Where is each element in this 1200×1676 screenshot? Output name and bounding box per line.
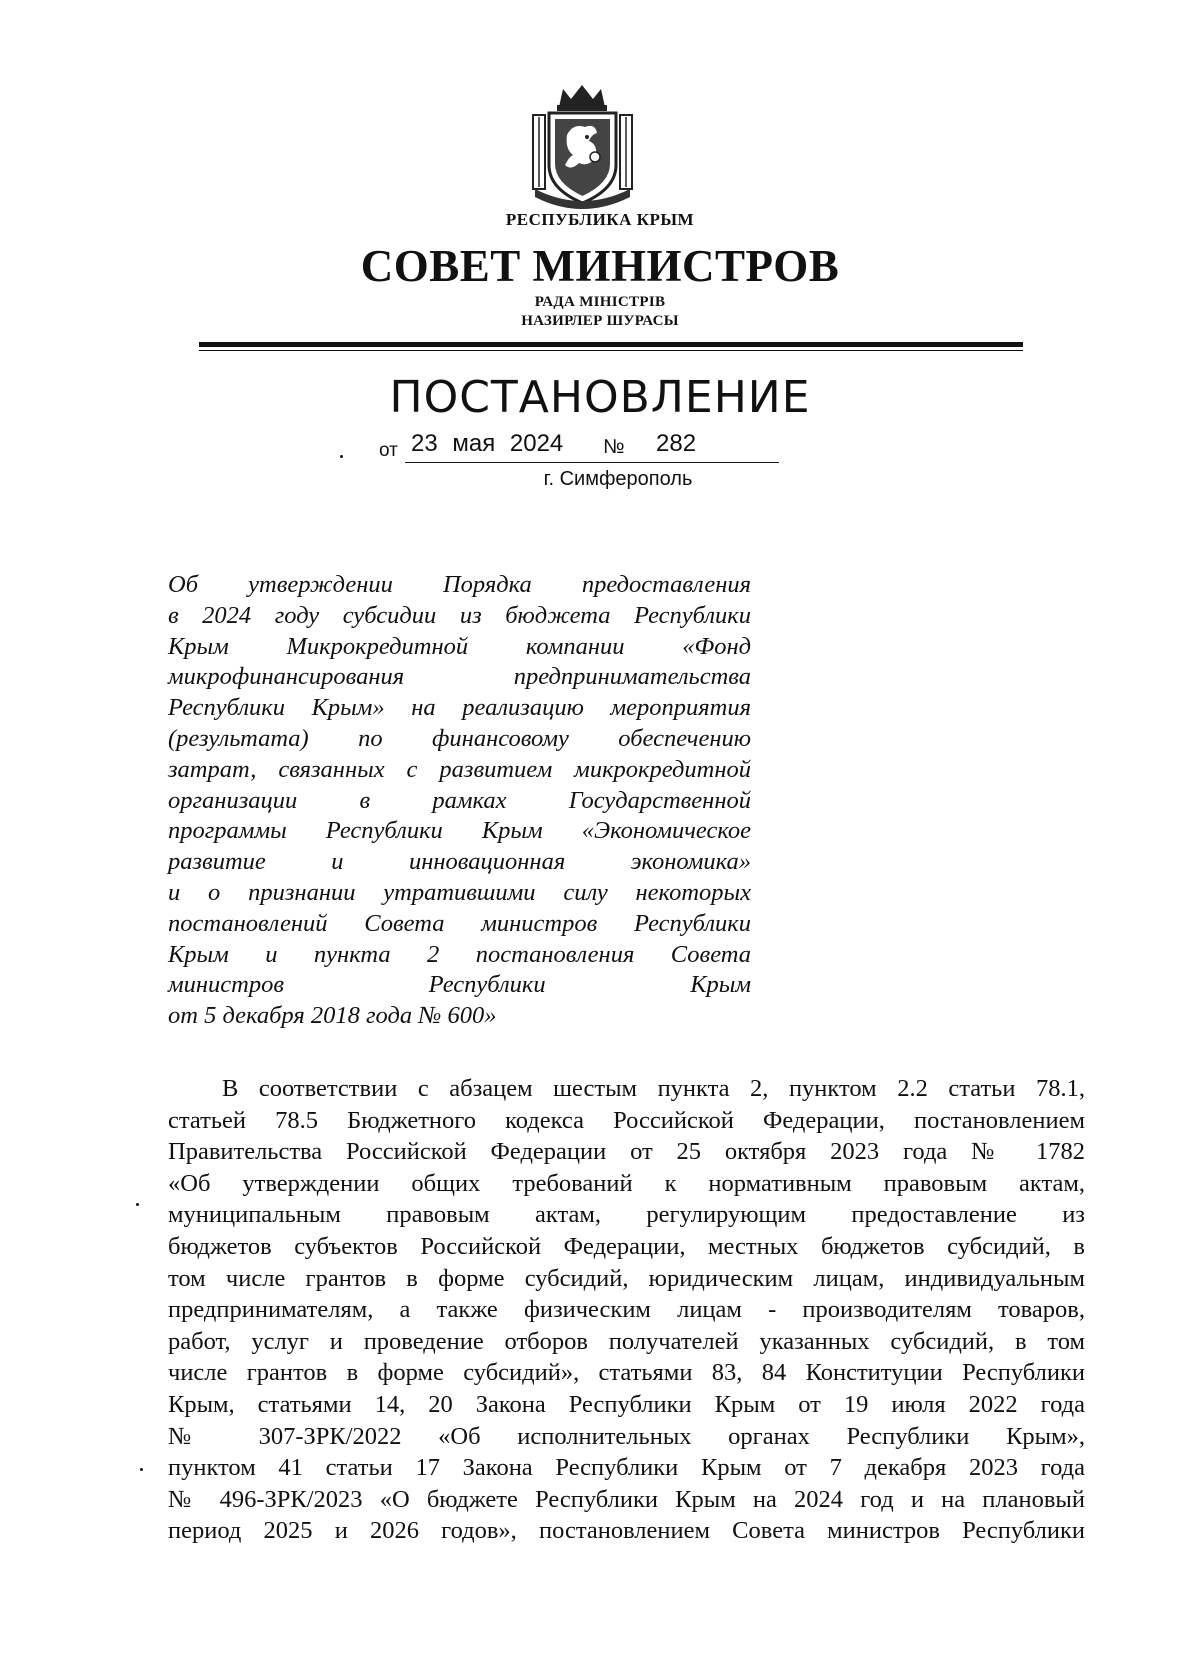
subject-line: Об утверждении Порядка предоставления <box>168 571 751 598</box>
body-line: статьей 78.5 Бюджетного кодекса Российской Федерации, постановлением <box>168 1106 1085 1134</box>
body-line: период 2025 и 2026 годов», постановлением Совета министров Республики <box>168 1517 1085 1545</box>
body-line: Правительства Российской Федерации от 25 октября 2023 года № 1782 <box>168 1138 1085 1166</box>
subject-line: в 2024 году субсидии из бюджета Республики <box>168 601 751 629</box>
decree-number: 282 <box>656 430 697 457</box>
body-line: № 307-ЗРК/2022 «Об исполнительных органах Республики Крым», <box>168 1422 1085 1450</box>
number-sign: № <box>603 436 625 458</box>
subject-line: министров Республики Крым <box>168 971 751 999</box>
subject-line: от 5 декабря 2018 года № 600» <box>168 1002 497 1030</box>
body-line: муниципальным правовым актам, регулирующим предоставление из <box>168 1201 1085 1229</box>
header-divider-thin <box>199 350 1023 351</box>
scan-speck <box>340 455 343 458</box>
council-name: СОВЕТ МИНИСТРОВ <box>360 241 840 291</box>
body-line: Крым, статьями 14, 20 Закона Республики Крым от 19 июля 2022 года <box>168 1390 1085 1418</box>
body-line: работ, услуг и проведение отборов получателей указанных субсидий, в том <box>168 1327 1085 1355</box>
body-line: пунктом 41 статьи 17 Закона Республики Крым от 7 декабря 2023 года <box>168 1454 1085 1482</box>
subject-line: организации в рамках Государственной <box>168 786 751 814</box>
date-underline <box>405 462 779 463</box>
subject-line: постановлений Совета министров Республики <box>168 909 751 937</box>
subject-line: Крым и пункта 2 постановления Совета <box>168 940 751 968</box>
republic-name: РЕСПУБЛИКА КРЫМ <box>505 210 695 229</box>
decree-date: 23 мая 2024 <box>411 430 564 457</box>
subject-line: программы Республики Крым «Экономическое <box>168 817 751 845</box>
body-line: «Об утверждении общих требований к нормативным правовым актам, <box>168 1169 1085 1197</box>
subject-line: и о признании утратившими силу некоторых <box>168 878 751 906</box>
body-line: В соответствии с абзацем шестым пункта 2, пунктом 2.2 статьи 78.1, <box>222 1075 1085 1102</box>
crimea-coat-of-arms-icon <box>529 85 636 210</box>
body-line: № 496-ЗРК/2023 «О бюджете Республики Крым на 2024 год и на плановый <box>168 1485 1085 1513</box>
body-line: бюджетов субъектов Российской Федерации, местных бюджетов субсидий, в <box>168 1232 1085 1260</box>
decree-city: г. Симферополь <box>543 468 693 490</box>
council-name-crimean-tatar: НАЗИРЛЕР ШУРАСЫ <box>521 313 679 329</box>
subject-line: микрофинансирования предпринимательства <box>168 663 751 691</box>
subject-line: развитие и инновационная экономика» <box>168 848 751 876</box>
scan-speck <box>136 1203 139 1206</box>
subject-line: затрат, связанных с развитием микрокредитной <box>168 755 751 783</box>
body-line: числе грантов в форме субсидий», статьями 83, 84 Конституции Республики <box>168 1359 1085 1387</box>
body-line: том числе грантов в форме субсидий, юридическим лицам, индивидуальным <box>168 1264 1085 1292</box>
council-name-ukrainian: РАДА МІНІСТРІВ <box>534 294 666 310</box>
subject-line: (результата) по финансовому обеспечению <box>168 724 751 752</box>
subject-line: Крым Микрокредитной компании «Фонд <box>168 632 751 660</box>
subject-line: Республики Крым» на реализацию мероприятия <box>168 694 751 722</box>
document-type-title: ПОСТАНОВЛЕНИЕ <box>389 372 811 423</box>
decree-body <box>168 1073 1085 1547</box>
body-line: предпринимателям, а также физическим лицам - производителям товаров, <box>168 1296 1085 1324</box>
header-divider <box>199 342 1023 347</box>
scan-speck <box>140 1468 143 1471</box>
decree-subject <box>168 570 751 1032</box>
date-prefix: от <box>379 440 398 461</box>
